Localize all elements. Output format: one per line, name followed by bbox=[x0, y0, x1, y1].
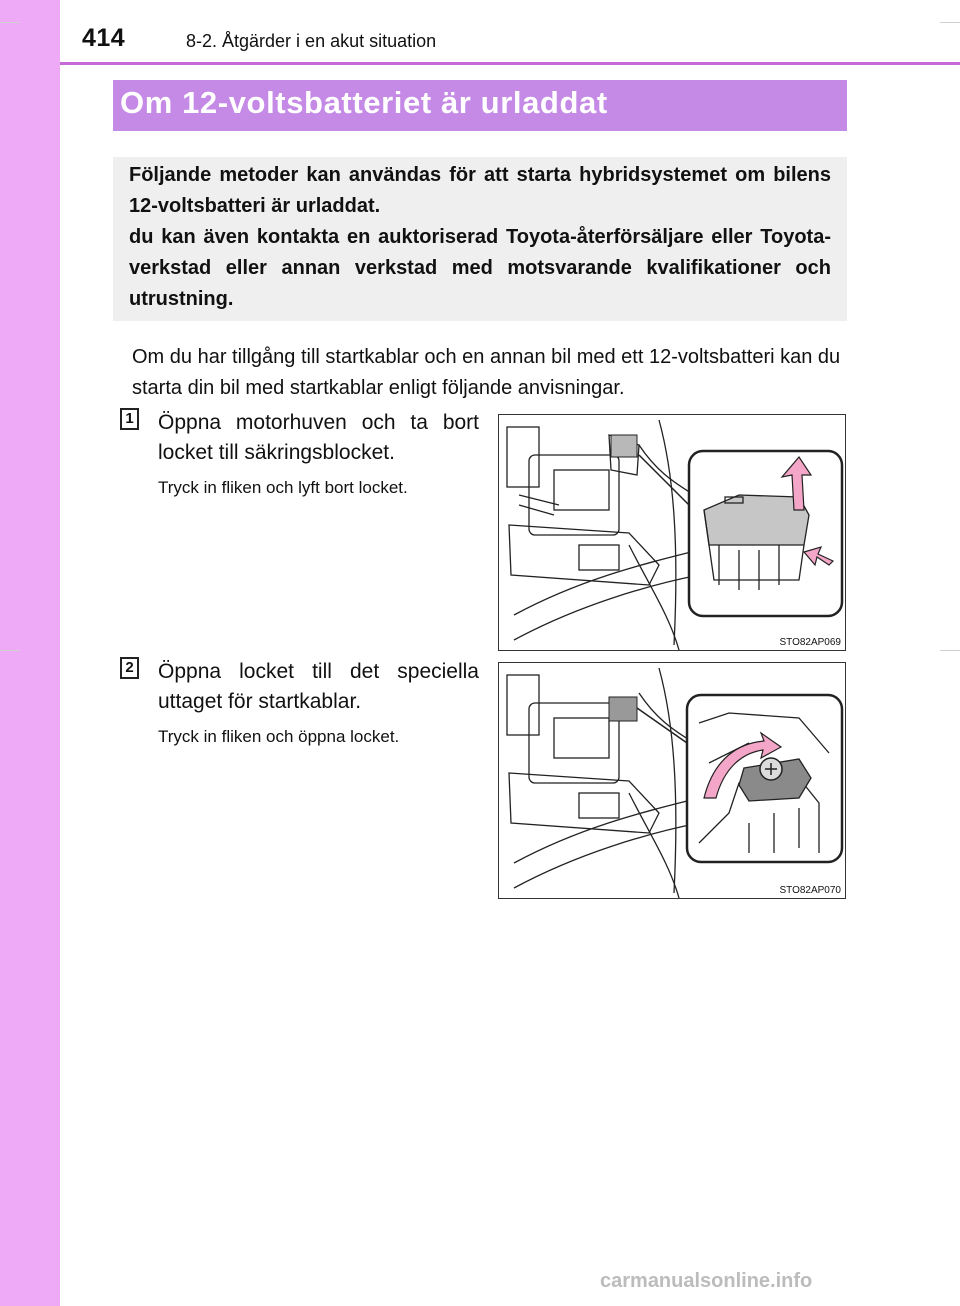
crop-mark bbox=[0, 22, 20, 23]
figure-code: STO82AP070 bbox=[779, 885, 841, 896]
lead-text: Om du har tillgång till startkablar och en annan bil med ett 12-voltsbatteri kan du starta din bil med startkablar enligt följande anvisningar. bbox=[132, 346, 841, 399]
header-rule bbox=[60, 62, 960, 65]
page-title: Om 12-voltsbatteriet är urladdat bbox=[120, 85, 608, 120]
engine-bay-illustration bbox=[499, 415, 846, 651]
figure-code: STO82AP069 bbox=[779, 637, 841, 648]
crop-mark bbox=[940, 650, 960, 651]
crop-mark bbox=[0, 650, 20, 651]
engine-bay-illustration bbox=[499, 663, 846, 899]
intro-paragraph-1: Följande metoder kan användas för att starta hybridsystemet om bilens 12-voltsbatteri är urladdat. bbox=[129, 164, 831, 217]
side-color-bar bbox=[0, 0, 60, 1306]
watermark: carmanualsonline.info bbox=[600, 1270, 813, 1292]
step-2-text: Öppna locket till det speciella uttaget för startkablar. bbox=[158, 660, 479, 713]
page-number: 414 bbox=[82, 24, 126, 52]
title-bar bbox=[113, 80, 847, 131]
step-1-text: Öppna motorhuven och ta bort locket till säkringsblocket. bbox=[158, 411, 479, 464]
section-heading: 8-2. Åtgärder i en akut situation bbox=[186, 31, 437, 51]
step-number-badge: 2 bbox=[120, 657, 139, 679]
figure-fuse-block-cover bbox=[498, 414, 846, 651]
step-2-note: Tryck in fliken och öppna locket. bbox=[158, 727, 400, 746]
intro-paragraph-2: du kan även kontakta en auktoriserad Toyota-återförsäljare eller Toyota-verkstad eller annan verkstad med motsvarande kvalifikationer och utrustning. bbox=[129, 226, 831, 310]
figure-jump-start-terminal-cover bbox=[498, 662, 846, 899]
crop-mark bbox=[940, 22, 960, 23]
step-number-badge: 1 bbox=[120, 408, 139, 430]
intro-box bbox=[113, 157, 847, 321]
step-1-note: Tryck in fliken och lyft bort locket. bbox=[158, 478, 408, 497]
